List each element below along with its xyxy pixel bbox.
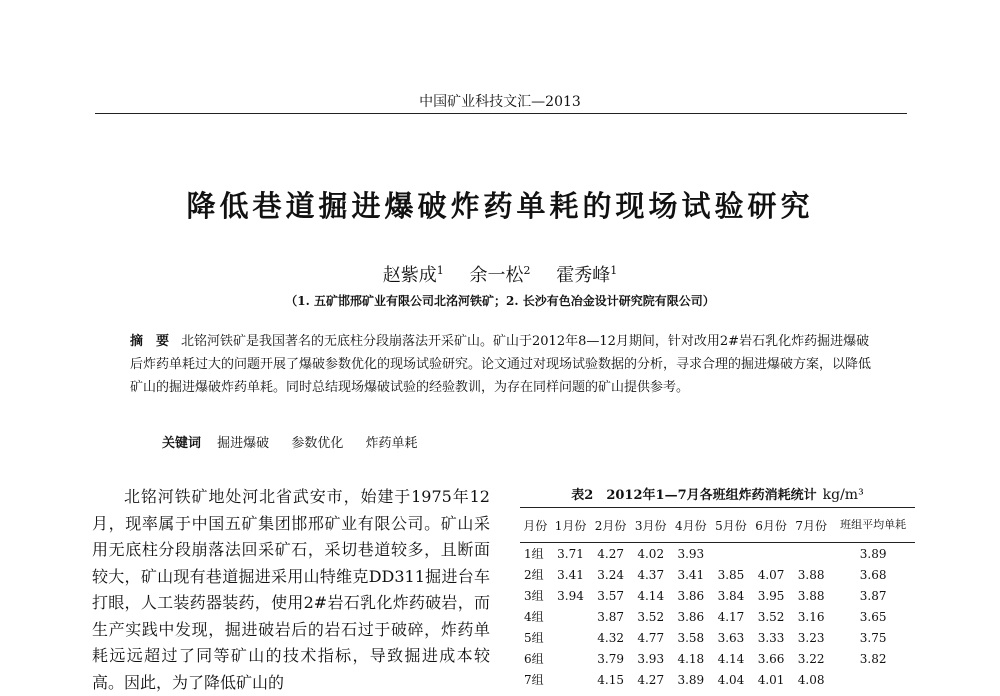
table-cell: 4.08 — [797, 672, 825, 687]
table-cell: 3.33 — [757, 630, 785, 645]
table-cell: 3.23 — [797, 630, 825, 645]
table-cell: 3.52 — [757, 609, 785, 624]
row-header-cell: 4组 — [524, 610, 544, 624]
table-cell: 4.07 — [757, 567, 785, 582]
table-cell: 4.04 — [717, 672, 745, 687]
table-cell: 3.88 — [797, 588, 825, 603]
author-affil-mark: 2 — [523, 264, 531, 277]
author-name: 赵紫成 — [382, 265, 437, 286]
column-header: 2月份 — [591, 508, 631, 543]
abstract-label: 摘 要 — [130, 334, 170, 349]
row-header-cell: 2组 — [524, 568, 544, 582]
table-cell: 3.58 — [677, 630, 705, 645]
table-cell: 3.16 — [797, 609, 825, 624]
table-cell — [550, 627, 590, 648]
table-cell: 4.18 — [677, 651, 705, 666]
table-cell: 3.41 — [557, 567, 584, 582]
author-affil-mark: 1 — [610, 264, 618, 277]
row-header-cell: 3组 — [524, 589, 544, 603]
table-row — [520, 627, 915, 648]
table-cell: 4.02 — [637, 546, 665, 561]
body-paragraph: 北铭河铁矿地处河北省武安市，始建于1975年12月，现率属于中国五矿集团邯邢矿业有限公司。矿山采用无底柱分段崩落法回采矿石，采切巷道较多，且断面较大，矿山现有巷道掘进采用山特维克DD311掘进台车打眼，人工装药器装药，使用2#岩石乳化炸药破岩，而生产实践中发现，掘进破岩后的岩石过于破碎，炸药单耗远远超过了同等矿山的技术指标，导致掘进成本较高。因此，为了降低矿山的 — [92, 487, 490, 692]
table-cell: 3.94 — [557, 588, 584, 603]
table-cell: 4.27 — [597, 546, 624, 561]
author-affil-mark: 1 — [436, 264, 444, 277]
table-cell: 3.89 — [677, 672, 705, 687]
table-cell — [751, 543, 791, 565]
keyword: 参数优化 — [291, 436, 344, 451]
table-cell: 3.79 — [597, 651, 624, 666]
table-cell: 3.22 — [797, 651, 825, 666]
table-caption-text: 表2 2012年1—7月各班组炸药消耗统计 — [571, 488, 817, 503]
table-cell: 4.01 — [757, 672, 785, 687]
table-cell: 4.14 — [637, 588, 665, 603]
table-unit: kg/m³ — [822, 487, 864, 503]
table-row — [520, 669, 915, 690]
table-row — [520, 606, 915, 627]
table-cell: 3.86 — [677, 609, 705, 624]
keywords — [162, 432, 435, 451]
table-cell: 3.75 — [859, 630, 887, 645]
table-cell — [550, 606, 590, 627]
table-row — [520, 648, 915, 669]
table-cell: 3.82 — [859, 651, 887, 666]
column-header: 4月份 — [671, 508, 711, 543]
table-cell: 4.77 — [637, 630, 665, 645]
table-cell — [711, 543, 751, 565]
keyword: 炸药单耗 — [365, 436, 418, 451]
table-cell: 3.93 — [637, 651, 665, 666]
table-header-row — [520, 508, 915, 543]
column-header: 月份 — [520, 508, 550, 543]
author-1 — [383, 265, 444, 286]
table-cell: 3.85 — [717, 567, 745, 582]
table-cell: 4.37 — [637, 567, 665, 582]
author-name: 余一松 — [469, 265, 524, 286]
author-name: 霍秀峰 — [556, 265, 611, 286]
table-cell: 3.87 — [597, 609, 624, 624]
table-cell: 3.68 — [859, 567, 887, 582]
table-cell: 3.63 — [717, 630, 745, 645]
running-header: 中国矿业科技文汇—2013 — [419, 94, 581, 110]
table-cell: 3.57 — [597, 588, 624, 603]
row-header-cell: 7组 — [524, 673, 544, 687]
keywords-label: 关键词 — [162, 436, 202, 451]
affiliation: （1. 五矿邯邢矿业有限公司北洺河铁矿；2. 长沙有色冶金设计研究院有限公司） — [285, 294, 715, 308]
table-cell: 3.95 — [757, 588, 785, 603]
table-cell: 3.84 — [717, 588, 745, 603]
column-header: 5月份 — [711, 508, 751, 543]
table-cell: 4.17 — [717, 609, 745, 624]
table-cell: 3.88 — [797, 567, 825, 582]
table-row — [520, 543, 915, 565]
table-cell: 3.65 — [859, 609, 887, 624]
table-cell: 4.32 — [597, 630, 624, 645]
header-rule — [95, 113, 907, 114]
column-header: 7月份 — [791, 508, 831, 543]
abstract — [130, 330, 875, 399]
column-header: 3月份 — [631, 508, 671, 543]
table-cell — [791, 543, 831, 565]
table-row — [520, 585, 915, 606]
table-cell: 3.41 — [677, 567, 705, 582]
column-header: 6月份 — [751, 508, 791, 543]
table-cell: 3.86 — [677, 588, 705, 603]
author-list — [0, 261, 1000, 287]
row-header-cell: 5组 — [524, 631, 544, 645]
column-header: 1月份 — [550, 508, 590, 543]
column-header: 班组平均单耗 — [831, 508, 915, 543]
table-cell: 4.27 — [637, 672, 665, 687]
author-3 — [556, 265, 617, 286]
table-row — [520, 564, 915, 585]
table-cell: 4.14 — [717, 651, 745, 666]
table-cell: 3.71 — [557, 546, 584, 561]
table-cell: 3.24 — [597, 567, 624, 582]
abstract-text: 北铭河铁矿是我国著名的无底柱分段崩落法开采矿山。矿山于2012年8—12月期间，针对改用2#岩石乳化炸药掘进爆破后炸药单耗过大的问题开展了爆破参数优化的现场试验研究。论文通过对现场试验数据的分析，寻求合理的掘进爆破方案，以降低矿山的掘进爆破炸药单耗。同时总结现场爆破试验的经验教训，为存在同样问题的矿山提供参考。 — [130, 334, 872, 395]
table-cell — [831, 669, 915, 690]
table-cell: 3.93 — [677, 546, 705, 561]
paper-title: 降低巷道掘进爆破炸药单耗的现场试验研究 — [186, 189, 814, 223]
table-cell: 3.89 — [859, 546, 887, 561]
table-cell — [550, 648, 590, 669]
keyword: 掘进爆破 — [217, 436, 270, 451]
table-cell: 3.87 — [859, 588, 887, 603]
row-header-cell: 1组 — [524, 547, 544, 561]
table-cell: 4.15 — [597, 672, 624, 687]
row-header-cell: 6组 — [524, 652, 544, 666]
table-cell: 3.66 — [757, 651, 785, 666]
table-cell: 3.52 — [637, 609, 665, 624]
author-2 — [470, 265, 531, 286]
data-table — [520, 507, 915, 690]
table-caption — [520, 484, 915, 503]
table-cell — [550, 669, 590, 690]
